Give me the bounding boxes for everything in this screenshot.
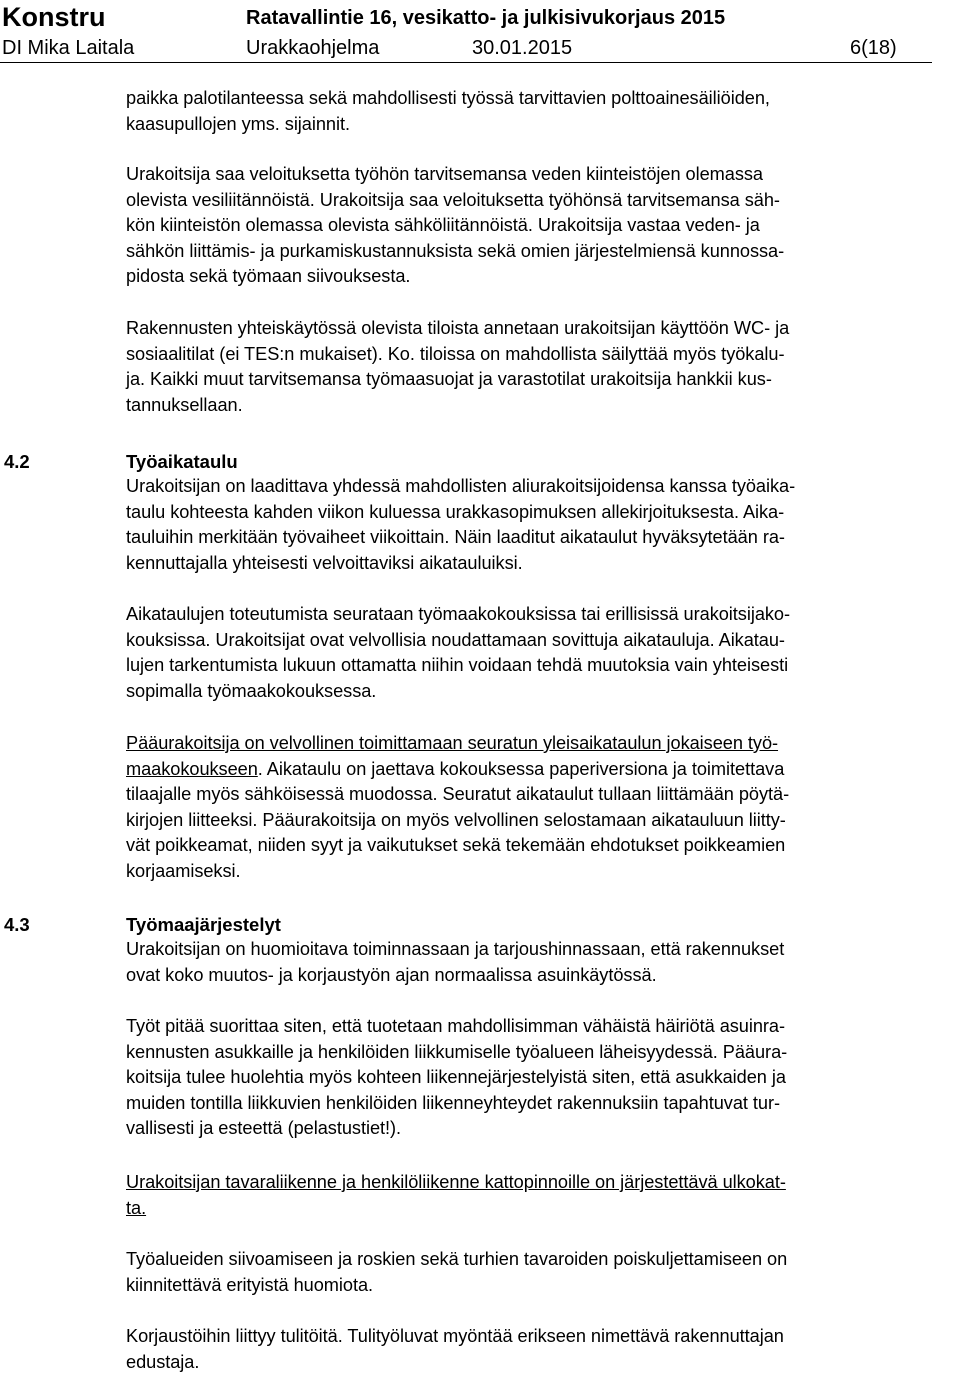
intro-paragraph-3: Rakennusten yhteiskäytössä olevista tiloista annetaan urakoitsijan käyttöön WC- ja sosiaalitilat (ei TES:n mukaiset). Ko. tiloissa on mahdollista säilyttää myös työkalu- ja. Kaikki muut tarvitsemansa työmaasuojat ja varastotilat urakoitsija hankkii kus- tannuksellaan. — [126, 318, 790, 415]
site-paragraph-2: Työt pitää suorittaa siten, että tuotetaan mahdollisimman vähäistä häiriötä asuinra- kennusten asukkaille ja henkilöiden liikkumiselle työalueen läheisyydessä. Pääura- koitsija tulee huolehtia myös kohteen liikennejärjestelyistä siten, että asukkaiden ja muiden tontilla liikkuvien henkilöiden liikenneyhteydet rakennuksiin tapahtuvat tur- vallisesti ja esteettä (pelastustiet!). — [126, 1016, 788, 1139]
document-type: Urakkaohjelma — [246, 37, 380, 59]
company-name: Konstru — [2, 2, 106, 32]
intro-paragraph-1: paikka palotilanteessa sekä mahdollisesti työssä tarvittavien polttoainesäiliöiden, kaasupullojen yms. sijainnit. — [126, 88, 770, 134]
intro-paragraph-2: Urakoitsija saa veloituksetta työhön tarvitsemansa veden kiinteistöjen olemassa olevista vesiliitännöistä. Urakoitsija saa veloituksetta työhönsä tarvitsemansa säh- kön kiinteistön olemassa olevista sähköliitännöistä. Urakoitsija vastaa veden- ja sähkön liittämis- ja purkamiskustannuksista sekä omien järjestelmiensä kunnossa- pidosta sekä työmaan siivouksesta. — [126, 164, 785, 287]
document-date: 30.01.2015 — [472, 37, 573, 59]
section-title: Työaikataulu — [126, 451, 238, 472]
site-paragraph-5: Korjaustöihin liittyy tulitöitä. Tulityöluvat myöntää erikseen nimettävä rakennuttajan edustaja. — [126, 1326, 784, 1372]
underlined-requirement: Pääurakoitsija on velvollinen toimittamaan seuratun yleisaikataulun jokaiseen työ- maakokoukseen — [126, 733, 779, 779]
section-number: 4.3 — [4, 914, 30, 935]
section-title: Työmaajärjestelyt — [126, 914, 281, 935]
site-paragraph-1: Urakoitsijan on huomioitava toiminnassaan ja tarjoushinnassaan, että rakennukset ovat koko muutos- ja korjaustyön ajan normaalissa asuinkäytössä. — [126, 939, 785, 985]
site-paragraph-3: Urakoitsijan tavaraliikenne ja henkilöliikenne kattopinnoille on järjestettävä ulkokat- ta. — [126, 1172, 786, 1218]
schedule-paragraph-3 — [126, 731, 789, 885]
schedule-paragraph-3-rest: . Aikataulu on jaettava kokouksessa paperiversiona ja toimitettava tilaajalle myös sähköisessä muodossa. Seuratut aikataulut tullaan liittämään pöytä- kirjojen liitteeksi. Pääurakoitsija on myös velvollinen selostamaan aikatauluun liitty- vät poikkeamat, niiden syyt ja vaikutukset sekä tekemään ehdotukset poikkeamien korjaamiseksi. — [126, 758, 790, 881]
section-number: 4.2 — [4, 451, 30, 472]
author-name: DI Mika Laitala — [2, 37, 135, 59]
page-number: 6(18) — [850, 37, 897, 59]
project-title: Ratavallintie 16, vesikatto- ja julkisivukorjaus 2015 — [246, 7, 726, 29]
schedule-paragraph-1: Urakoitsijan on laadittava yhdessä mahdollisten aliurakoitsijoidensa kanssa työaika- taulu kohteesta kahden viikon kuluessa urakkasopimuksen allekirjoituksesta. Aika- tauluihin merkitään työvaiheet viikoittain. Näin laaditut aikataulut hyväksytetään ra- kennuttajalla yhteisesti velvoittaviksi aikatauluiksi. — [126, 476, 796, 573]
page-header — [0, 0, 932, 63]
schedule-paragraph-2: Aikataulujen toteutumista seurataan työmaakokouksissa tai erillisissä urakoitsijako- kouksissa. Urakoitsijat ovat velvollisia noudattamaan sovittuja aikatauluja. Aikatau- lujen tarkentumista lukuun ottamatta niihin voidaan tehdä muutoksia vain yhteisesti sopimalla työmaakokouksessa. — [126, 604, 791, 701]
site-paragraph-4: Työalueiden siivoamiseen ja roskien sekä turhien tavaroiden poiskuljettamiseen on kiinnitettävä erityistä huomiota. — [126, 1249, 788, 1295]
